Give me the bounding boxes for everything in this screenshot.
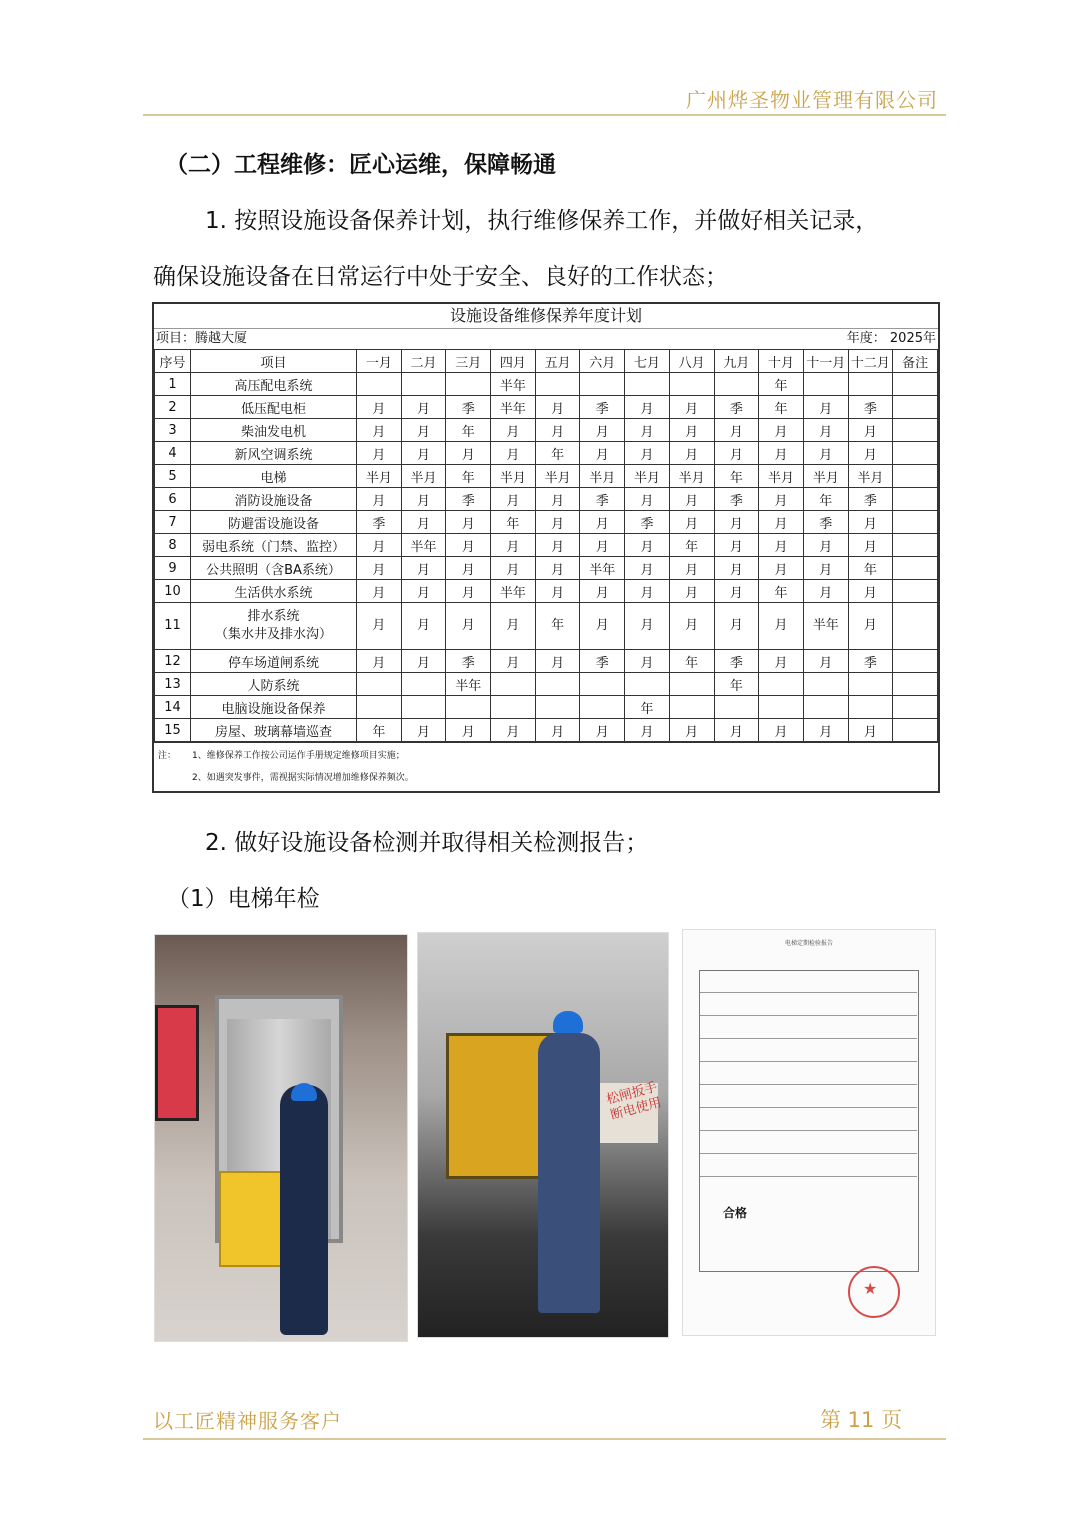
plan-cell: 季 — [803, 511, 848, 534]
plan-cell: 月 — [401, 719, 446, 742]
footer-divider — [143, 1438, 946, 1440]
plan-row-item: 电梯 — [191, 465, 357, 488]
plan-cell: 月 — [759, 488, 804, 511]
plan-cell: 月 — [535, 580, 580, 603]
plan-cell: 季 — [714, 488, 759, 511]
seal-star-icon: ★ — [863, 1279, 878, 1298]
plan-cell: 月 — [535, 534, 580, 557]
plan-cell: 月 — [625, 650, 670, 673]
plan-cell — [759, 673, 804, 696]
plan-cell: 月 — [848, 534, 893, 557]
plan-cell: 年 — [491, 511, 536, 534]
plan-cell: 年 — [714, 673, 759, 696]
plan-cell — [893, 488, 938, 511]
plan-cell: 半月 — [535, 465, 580, 488]
plan-cell: 月 — [714, 557, 759, 580]
plan-row-index: 7 — [155, 511, 191, 534]
plan-cell: 月 — [669, 488, 714, 511]
plan-cell: 月 — [848, 580, 893, 603]
plan-cell: 月 — [580, 534, 625, 557]
plan-cell: 季 — [848, 396, 893, 419]
plan-cell: 月 — [759, 534, 804, 557]
plan-row-index: 1 — [155, 373, 191, 396]
plan-cell — [893, 580, 938, 603]
plan-cell: 季 — [714, 396, 759, 419]
plan-cell: 月 — [491, 419, 536, 442]
plan-cell: 季 — [357, 511, 402, 534]
plan-row-item: 新风空调系统 — [191, 442, 357, 465]
plan-cell: 月 — [669, 557, 714, 580]
plan-cell: 半月 — [759, 465, 804, 488]
plan-cell: 月 — [625, 442, 670, 465]
plan-cell: 月 — [535, 650, 580, 673]
plan-cell: 月 — [491, 557, 536, 580]
plan-cell: 年 — [669, 534, 714, 557]
plan-cell: 月 — [580, 580, 625, 603]
plan-cell — [893, 465, 938, 488]
plan-cell: 半月 — [803, 465, 848, 488]
plan-row-item: 电脑设施设备保养 — [191, 696, 357, 719]
plan-cell: 月 — [759, 511, 804, 534]
plan-meta — [154, 329, 938, 349]
plan-cell: 季 — [446, 488, 491, 511]
plan-cell — [893, 442, 938, 465]
plan-row-item: 低压配电柜 — [191, 396, 357, 419]
plan-row-item: 人防系统 — [191, 673, 357, 696]
report-result: 合格 — [723, 1206, 748, 1220]
plan-header-cell: 十月 — [759, 350, 804, 373]
plan-cell: 月 — [803, 442, 848, 465]
plan-row-index: 5 — [155, 465, 191, 488]
plan-header-cell: 九月 — [714, 350, 759, 373]
plan-row-item: 柴油发电机 — [191, 419, 357, 442]
plan-row — [155, 465, 938, 488]
plan-cell: 月 — [491, 488, 536, 511]
plan-cell: 年 — [759, 396, 804, 419]
plan-cell: 月 — [759, 442, 804, 465]
plan-cell: 半年 — [803, 603, 848, 650]
plan-cell: 月 — [580, 719, 625, 742]
plan-cell: 月 — [357, 650, 402, 673]
plan-cell: 半月 — [491, 465, 536, 488]
plan-cell: 月 — [401, 442, 446, 465]
plan-cell: 月 — [848, 511, 893, 534]
plan-cell: 月 — [714, 603, 759, 650]
plan-cell: 月 — [848, 603, 893, 650]
plan-notes — [154, 742, 938, 791]
plan-cell: 月 — [669, 442, 714, 465]
plan-cell: 月 — [580, 511, 625, 534]
paragraph-1-line-2: 确保设施设备在日常运行中处于安全、良好的工作状态； — [153, 264, 728, 290]
plan-cell: 半年 — [491, 396, 536, 419]
plan-cell: 月 — [669, 603, 714, 650]
plan-header-cell: 三月 — [446, 350, 491, 373]
plan-cell: 月 — [803, 419, 848, 442]
plan-cell: 半年 — [401, 534, 446, 557]
plan-cell — [803, 696, 848, 719]
plan-cell: 月 — [491, 719, 536, 742]
plan-header-cell: 六月 — [580, 350, 625, 373]
plan-row — [155, 673, 938, 696]
plan-row — [155, 534, 938, 557]
plan-cell: 月 — [401, 511, 446, 534]
plan-cell — [491, 673, 536, 696]
header-divider — [143, 114, 946, 116]
plan-cell: 月 — [580, 603, 625, 650]
plan-cell: 月 — [803, 719, 848, 742]
plan-row-item: 消防设施设备 — [191, 488, 357, 511]
plan-cell: 月 — [535, 488, 580, 511]
plan-cell: 年 — [625, 696, 670, 719]
plan-row — [155, 488, 938, 511]
plan-cell: 月 — [491, 603, 536, 650]
note-label: 注： — [158, 751, 177, 761]
maintenance-plan-table — [152, 302, 940, 793]
plan-cell: 月 — [401, 419, 446, 442]
plan-cell: 月 — [714, 419, 759, 442]
plan-row — [155, 419, 938, 442]
note-1: 1、维修保养工作按公司运作手册规定维修项目实施； — [192, 751, 405, 761]
plan-cell: 月 — [759, 603, 804, 650]
plan-row-index: 3 — [155, 419, 191, 442]
plan-header-cell: 五月 — [535, 350, 580, 373]
plan-cell — [714, 696, 759, 719]
plan-cell: 月 — [446, 511, 491, 534]
plan-cell — [401, 373, 446, 396]
plan-cell: 年 — [759, 373, 804, 396]
plan-cell: 月 — [357, 580, 402, 603]
plan-cell: 月 — [446, 719, 491, 742]
plan-cell — [357, 373, 402, 396]
plan-cell — [848, 696, 893, 719]
plan-cell — [893, 373, 938, 396]
plan-cell — [669, 696, 714, 719]
plan-header-cell: 一月 — [357, 350, 402, 373]
plan-row — [155, 603, 938, 650]
plan-row — [155, 719, 938, 742]
plan-cell: 月 — [446, 534, 491, 557]
plan-cell — [893, 396, 938, 419]
worker-figure — [280, 1085, 328, 1335]
plan-cell — [446, 373, 491, 396]
plan-cell: 月 — [714, 719, 759, 742]
plan-cell: 季 — [580, 488, 625, 511]
plan-cell — [625, 373, 670, 396]
plan-row — [155, 511, 938, 534]
plan-cell: 月 — [803, 580, 848, 603]
plan-cell: 月 — [491, 650, 536, 673]
plan-cell: 半年 — [446, 673, 491, 696]
plan-cell: 月 — [759, 557, 804, 580]
plan-cell: 月 — [357, 396, 402, 419]
footer-slogan: 以工匠精神服务客户 — [153, 1409, 342, 1433]
plan-cell — [759, 696, 804, 719]
plan-cell: 月 — [401, 580, 446, 603]
plan-row-index: 10 — [155, 580, 191, 603]
plan-cell — [893, 511, 938, 534]
plan-cell: 月 — [446, 442, 491, 465]
plan-row-index: 15 — [155, 719, 191, 742]
plan-cell — [893, 673, 938, 696]
plan-cell — [714, 373, 759, 396]
plan-cell: 半月 — [625, 465, 670, 488]
plan-cell: 月 — [803, 396, 848, 419]
warning-sign-text: 松闸扳手 断电使用 — [604, 1079, 664, 1124]
plan-cell — [357, 696, 402, 719]
plan-header-cell: 项目 — [191, 350, 357, 373]
paragraph-2: 2. 做好设施设备检测并取得相关检测报告； — [205, 830, 649, 856]
plan-cell: 年 — [535, 442, 580, 465]
plan-cell — [893, 534, 938, 557]
plan-cell — [401, 673, 446, 696]
plan-cell: 月 — [625, 603, 670, 650]
plan-row-item: 停车场道闸系统 — [191, 650, 357, 673]
plan-cell: 月 — [669, 396, 714, 419]
plan-cell: 月 — [535, 419, 580, 442]
plan-cell: 月 — [401, 557, 446, 580]
plan-cell: 月 — [535, 511, 580, 534]
plan-cell: 月 — [401, 603, 446, 650]
plan-row-item: 生活供水系统 — [191, 580, 357, 603]
plan-cell — [669, 373, 714, 396]
plan-cell — [893, 603, 938, 650]
report-title: 电梯定期检验报告 — [784, 940, 833, 947]
plan-cell: 月 — [848, 442, 893, 465]
plan-header-cell: 二月 — [401, 350, 446, 373]
plan-cell: 月 — [401, 396, 446, 419]
plan-row-item: 防避雷设施设备 — [191, 511, 357, 534]
plan-cell: 年 — [446, 419, 491, 442]
plan-cell: 月 — [714, 534, 759, 557]
plan-title: 设施设备维修保养年度计划 — [154, 304, 938, 329]
plan-cell: 半年 — [491, 373, 536, 396]
plan-cell — [357, 673, 402, 696]
plan-row-index: 14 — [155, 696, 191, 719]
plan-cell: 月 — [357, 442, 402, 465]
plan-cell — [535, 696, 580, 719]
plan-cell: 年 — [803, 488, 848, 511]
plan-row-index: 8 — [155, 534, 191, 557]
inspection-report-image — [682, 929, 936, 1336]
header-company-name: 广州烨圣物业管理有限公司 — [686, 88, 938, 112]
plan-cell: 月 — [357, 557, 402, 580]
plan-year: 年度： 2025年 — [846, 331, 936, 346]
plan-cell: 半月 — [669, 465, 714, 488]
plan-cell — [669, 673, 714, 696]
plan-cell: 月 — [446, 580, 491, 603]
plan-cell — [535, 373, 580, 396]
plan-cell: 月 — [580, 442, 625, 465]
plan-cell: 月 — [714, 511, 759, 534]
plan-cell: 月 — [759, 419, 804, 442]
plan-cell: 半月 — [357, 465, 402, 488]
plan-header-cell: 十二月 — [848, 350, 893, 373]
plan-cell: 月 — [714, 580, 759, 603]
plan-cell: 月 — [401, 488, 446, 511]
plan-cell: 月 — [714, 442, 759, 465]
machine-room-photo — [417, 932, 669, 1338]
report-form — [699, 970, 919, 1272]
plan-row-item: 排水系统 （集水井及排水沟） — [191, 603, 357, 650]
plan-cell: 月 — [535, 396, 580, 419]
plan-project: 项目：腾越大厦 — [156, 331, 248, 346]
plan-cell — [848, 673, 893, 696]
plan-cell: 半月 — [401, 465, 446, 488]
plan-cell: 年 — [848, 557, 893, 580]
plan-cell — [491, 696, 536, 719]
plan-cell: 半年 — [580, 557, 625, 580]
plan-row-item: 公共照明（含BA系统） — [191, 557, 357, 580]
elevator-inspection-photo — [154, 934, 408, 1342]
plan-cell — [803, 673, 848, 696]
plan-cell: 月 — [357, 534, 402, 557]
plan-cell: 月 — [580, 419, 625, 442]
plan-cell — [625, 673, 670, 696]
plan-cell — [803, 373, 848, 396]
section-title: （二）工程维修：匠心运维，保障畅通 — [165, 152, 556, 178]
plan-row-index: 12 — [155, 650, 191, 673]
plan-cell — [580, 696, 625, 719]
plan-cell — [580, 373, 625, 396]
plan-cell: 月 — [446, 603, 491, 650]
paragraph-3: （1）电梯年检 — [167, 886, 320, 912]
plan-cell: 季 — [714, 650, 759, 673]
paragraph-1-line-1: 1. 按照设施设备保养计划，执行维修保养工作，并做好相关记录， — [205, 208, 879, 234]
plan-cell: 月 — [446, 557, 491, 580]
plan-cell: 年 — [535, 603, 580, 650]
plan-cell — [893, 557, 938, 580]
plan-row — [155, 396, 938, 419]
plan-row-index: 6 — [155, 488, 191, 511]
plan-row — [155, 442, 938, 465]
plan-cell: 月 — [357, 488, 402, 511]
plan-cell: 月 — [803, 534, 848, 557]
plan-cell: 月 — [848, 419, 893, 442]
plan-cell: 月 — [491, 442, 536, 465]
plan-row — [155, 373, 938, 396]
worker-figure — [538, 1033, 600, 1313]
plan-cell: 月 — [625, 534, 670, 557]
plan-cell: 月 — [759, 719, 804, 742]
plan-cell: 年 — [446, 465, 491, 488]
plan-cell — [848, 373, 893, 396]
plan-cell: 月 — [669, 419, 714, 442]
plan-cell: 年 — [357, 719, 402, 742]
plan-cell: 季 — [848, 650, 893, 673]
plan-header-cell: 备注 — [893, 350, 938, 373]
plan-row-item: 高压配电系统 — [191, 373, 357, 396]
plan-header-cell: 四月 — [491, 350, 536, 373]
plan-cell — [893, 650, 938, 673]
plan-cell: 季 — [446, 396, 491, 419]
page-number: 第 11 页 — [820, 1408, 903, 1432]
plan-cell: 季 — [625, 511, 670, 534]
plan-row — [155, 696, 938, 719]
plan-cell: 月 — [625, 488, 670, 511]
plan-cell: 月 — [848, 719, 893, 742]
plan-cell: 月 — [759, 650, 804, 673]
note-2: 2、如遇突发事件，需视据实际情况增加维修保养频次。 — [192, 773, 414, 783]
plan-cell: 月 — [669, 719, 714, 742]
plan-cell: 月 — [535, 719, 580, 742]
plan-cell: 月 — [625, 419, 670, 442]
plan-cell: 半月 — [848, 465, 893, 488]
plan-cell: 半年 — [491, 580, 536, 603]
plan-cell: 年 — [759, 580, 804, 603]
plan-cell: 月 — [803, 557, 848, 580]
plan-cell — [535, 673, 580, 696]
plan-row-index: 4 — [155, 442, 191, 465]
plan-cell — [893, 419, 938, 442]
plan-row-index: 9 — [155, 557, 191, 580]
plan-row-index: 13 — [155, 673, 191, 696]
plan-cell: 月 — [491, 534, 536, 557]
plan-row — [155, 580, 938, 603]
plan-cell — [446, 696, 491, 719]
plan-row-index: 11 — [155, 603, 191, 650]
plan-cell — [580, 673, 625, 696]
plan-cell: 季 — [580, 396, 625, 419]
plan-header-cell: 十一月 — [803, 350, 848, 373]
plan-cell: 月 — [535, 557, 580, 580]
plan-cell: 月 — [357, 419, 402, 442]
plan-row — [155, 557, 938, 580]
plan-cell: 月 — [803, 650, 848, 673]
plan-cell: 月 — [357, 603, 402, 650]
plan-cell: 年 — [669, 650, 714, 673]
helmet-icon — [553, 1011, 583, 1033]
plan-row — [155, 650, 938, 673]
plan-header-cell: 七月 — [625, 350, 670, 373]
plan-row-index: 2 — [155, 396, 191, 419]
plan-cell: 季 — [580, 650, 625, 673]
plan-row-item: 弱电系统（门禁、监控） — [191, 534, 357, 557]
plan-cell — [893, 696, 938, 719]
plan-cell — [893, 719, 938, 742]
plan-row-item: 房屋、玻璃幕墙巡查 — [191, 719, 357, 742]
plan-header-cell: 序号 — [155, 350, 191, 373]
plan-cell: 季 — [848, 488, 893, 511]
plan-cell: 月 — [625, 719, 670, 742]
plan-grid — [154, 349, 938, 742]
plan-cell: 月 — [625, 580, 670, 603]
plan-cell — [401, 696, 446, 719]
plan-header-cell: 八月 — [669, 350, 714, 373]
wall-screen — [155, 1005, 199, 1121]
plan-cell: 半月 — [580, 465, 625, 488]
plan-cell: 月 — [669, 511, 714, 534]
plan-header-row — [155, 350, 938, 373]
plan-cell: 月 — [625, 557, 670, 580]
plan-cell: 月 — [669, 580, 714, 603]
plan-cell: 季 — [446, 650, 491, 673]
plan-cell: 月 — [625, 396, 670, 419]
plan-cell: 年 — [714, 465, 759, 488]
plan-cell: 月 — [401, 650, 446, 673]
